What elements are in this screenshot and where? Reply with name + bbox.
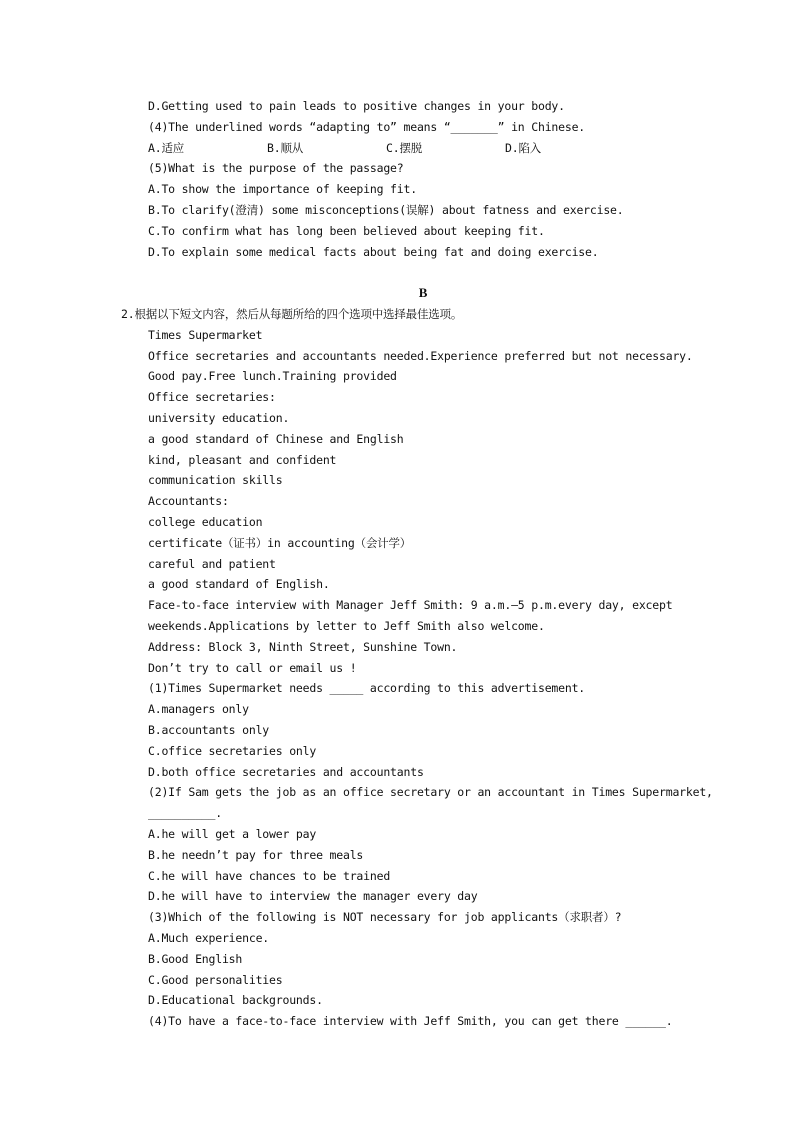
question-option: A.Much experience.	[148, 931, 270, 945]
passage-line: certificate（证书）in accounting（会计学）	[148, 536, 412, 550]
question-stem: (5)What is the purpose of the passage?	[148, 161, 404, 175]
passage-line: Good pay.Free lunch.Training provided	[148, 369, 397, 383]
question-option: A.managers only	[148, 702, 249, 716]
passage-line: university education.	[148, 411, 290, 425]
question-option: A.适应	[148, 141, 185, 155]
passage-line: Times Supermarket	[148, 328, 263, 342]
question-stem-continuation: __________.	[148, 806, 222, 820]
question-option: D.陷入	[505, 141, 542, 155]
question-option: D.To explain some medical facts about being fat and doing exercise.	[148, 245, 599, 259]
passage-line: Face-to-face interview with Manager Jeff Smith: 9 a.m.–5 p.m.every day, except	[148, 598, 673, 612]
section-heading: B	[418, 285, 428, 300]
question-option: D.Getting used to pain leads to positive changes in your body.	[148, 99, 565, 113]
passage-line: Office secretaries:	[148, 390, 276, 404]
passage-line: communication skills	[148, 473, 283, 487]
question-stem: (3)Which of the following is NOT necessary for job applicants（求职者）?	[148, 910, 622, 924]
question-option: C.office secretaries only	[148, 744, 317, 758]
passage-line: weekends.Applications by letter to Jeff Smith also welcome.	[148, 619, 545, 633]
question-option: C.摆脱	[386, 141, 423, 155]
question-option: D.both office secretaries and accountants	[148, 765, 424, 779]
passage-line: Accountants:	[148, 494, 229, 508]
passage-line: kind, pleasant and confident	[148, 453, 337, 467]
question-stem: (4)The underlined words “adapting to” means “_______” in Chinese.	[148, 120, 586, 134]
section-instruction: 2.根据以下短文内容，然后从每题所给的四个选项中选择最佳选项。	[121, 307, 463, 321]
passage-line: college education	[148, 515, 263, 529]
passage-line: Don’t try to call or email us !	[148, 661, 357, 675]
question-option: C.he will have chances to be trained	[148, 869, 391, 883]
option-row	[148, 141, 708, 155]
passage-line: a good standard of Chinese and English	[148, 432, 404, 446]
passage-line: careful and patient	[148, 557, 276, 571]
question-option: D.he will have to interview the manager every day	[148, 889, 478, 903]
question-stem: (2)If Sam gets the job as an office secretary or an accountant in Times Supermarket,	[148, 785, 713, 799]
question-option: D.Educational backgrounds.	[148, 993, 323, 1007]
question-option: B.accountants only	[148, 723, 270, 737]
question-option: C.Good personalities	[148, 973, 283, 987]
question-option: B.To clarify(澄清) some misconceptions(误解) about fatness and exercise.	[148, 203, 624, 217]
question-option: B.顺从	[267, 141, 304, 155]
passage-line: Address: Block 3, Ninth Street, Sunshine Town.	[148, 640, 458, 654]
passage-line: a good standard of English.	[148, 577, 330, 591]
question-option: A.he will get a lower pay	[148, 827, 317, 841]
question-option: B.he needn’t pay for three meals	[148, 848, 364, 862]
passage-line: Office secretaries and accountants needed.Experience preferred but not necessary.	[148, 349, 693, 363]
question-stem: (1)Times Supermarket needs _____ according to this advertisement.	[148, 681, 586, 695]
question-option: C.To confirm what has long been believed about keeping fit.	[148, 224, 545, 238]
question-stem: (4)To have a face-to-face interview with Jeff Smith, you can get there ______.	[148, 1014, 673, 1028]
question-option: A.To show the importance of keeping fit.	[148, 182, 417, 196]
question-option: B.Good English	[148, 952, 243, 966]
